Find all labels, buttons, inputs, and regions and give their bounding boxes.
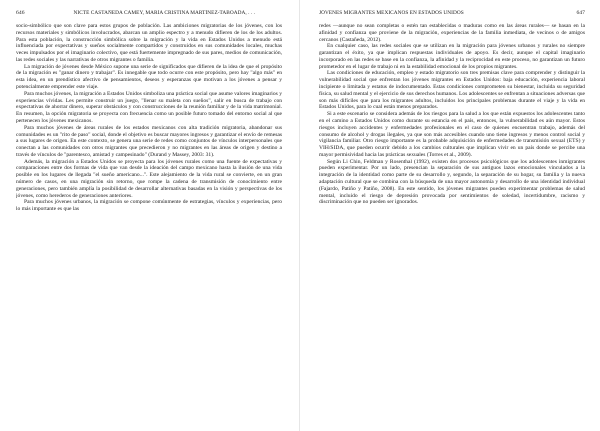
page-number: 647 (576, 10, 585, 16)
paragraph: Para muchos jóvenes de áreas rurales de los estados mexicanos con alta tradición migratoria, abandonar sus comunidades es un "rito de paso" social, donde el objetivo es buscar mayores ingresos y garantizar el envío de remesas a sus lugares de origen. En este contexto, se genera una serie de redes como conjuntos de vínculos interpersonales que conectan a las comunidades con otros migrantes que precedieron y no migrantes en las áreas de origen y destino a través de vínculos de "parentesco, amistad y campesinado" (Durand y Massey, 2003: 31). (16, 124, 282, 158)
right-page-header (319, 10, 585, 20)
paragraph: Además, la migración a Estados Unidos se proyecta para los jóvenes rurales como una fuente de expectativas y comparaciones entre dos formas de vida que van desde la ideación del campo mexicano hasta la ilusión de una vida posible en los lugares de llegada "el sueño americano...". Este alejamiento de la vida rural se convierte, en un gran número de casos, en una migración sin retorno, que rompe la cadena de transmisión de conocimiento entre generaciones, pero también amplía la posibilidad de desarrollar alternativas basadas en la visión y perspectivas de los jóvenes, como herederos de generaciones anteriores. (16, 158, 282, 199)
left-page-body (16, 23, 282, 213)
paragraph: socio-simbólico que son clave para estos grupos de población. Las ambiciones migratorias de los jóvenes, con los recursos materiales y simbólicos involucrados, abarcan un amplio espectro y a menudo difieren de los de los adultos. Para esta población, la construcción simbólica sobre la migración y la vida en Estados Unidos a menudo está influenciada por expectativas y sueños socialmente compartidos y construidos en sus comunidades locales, muchas veces impulsados por el imaginario colectivo, que está fuertemente impregnado de sus pares, medios de comunicación, las redes sociales y las narrativas de otros migrantes o familia. (16, 23, 282, 63)
paragraph: Las condiciones de educación, empleo y estado migratorio son tres premisas clave para comprender y distinguir la vulnerabilidad social que enfrentan los jóvenes migrantes en Estados Unidos: baja educación, experiencia laboral incipiente o limitada y estatus de indocumentado. Estas condiciones comprometen su bienestar, incluida su seguridad física, su salud mental y el ejercicio de sus derechos humanos. Los adolescentes se enfrentan a situaciones adversas que son más difíciles que para los migrantes adultos, incluidos los principales problemas durante el viaje y la vida en Estados Unidos, para lo cual están menos preparados. (319, 70, 585, 111)
paragraph: La migración de jóvenes desde México supone una serie de significados que difieren de la idea de que el propósito de la migración es "ganar dinero y trabajar". Es innegable que todo ocurre con este propósito, pero hay "algo más" en esta idea, en un prendístico afectivo de pensamientos, deseos y esperanzas que motivan a los jóvenes a pensar y potencialmente emprender este viaje. (16, 63, 282, 91)
left-page-header (16, 10, 282, 20)
paragraph: En cualquier caso, las redes sociales que se utilizan en la migración para jóvenes urbanos y rurales no siempre garantizan el éxito, ya que implican respuestas individuales de apoyo. Es decir, aunque el capital imaginario incorporado en las redes se base en la confianza, la afinidad y la reciprocidad en este proceso, no garantizan un futuro prometedor en el lugar de trabajo ni en la estabilidad emocional de los propios migrantes. (319, 43, 585, 70)
left-page (16, 10, 282, 425)
running-head: NICTÉ CASTAÑEDA CAMEY, MARÍA CRISTINA MARTÍNEZ-TABOADA, . . . (73, 10, 255, 16)
running-head: JÓVENES MIGRANTES MEXICANOS EN ESTADOS UNIDOS (319, 10, 464, 16)
paragraph: Para muchos jóvenes urbanos, la migración se compone comúnmente de estrategias, vínculos y experiencias, pero lo más importante es que las (16, 199, 282, 213)
page-gutter (299, 0, 300, 431)
paragraph: Si a este escenario se considera además de los riesgos para la salud a los que están expuestos los adolescentes tanto en el camino a Estados Unidos como durante su estancia en el país, entonces, la vulnerabilidad es aún mayor. Estos riesgos incluyen accidentes y enfermedades profesionales en el caso de quienes encuentran trabajo, además del consumo de alcohol y drogas ilegales, ya que son más accesibles cuando uno tiene ingresos y menos control social y vigilancia familiar. Otro riesgo importante es la probable adquisición de enfermedades de transmisión sexual (ETS) y VIH/SIDA, que pueden ocurrir debido a los cambios culturales que implican vivir en un país donde se percibe una mayor permisividad hacia las prácticas sexuales (Torres et al., 2009). (319, 111, 585, 158)
page-number: 646 (16, 10, 25, 16)
paragraph: redes —aunque no sean completas o estén tan establecidas o maduras como en las áreas rurales— se basan en la afinidad y confianza que proviene de la migración, experiencias de la familia inmediata, de vecinos o de amigos cercanos (Castañeda, 2012). (319, 23, 585, 43)
paragraph: Según Li Chin, Feldman y Rosenthal (1992), existen dos procesos psicológicos que los adolescentes inmigrantes pueden experimentar. Por un lado, presencian la separación de sus antiguos lazos emocionales vinculados a la integración de la identidad como parte de su desarrollo y, segundo, la separación de su hogar, su familia y la nueva adaptación cultural que se combina con la búsqueda de una mayor autonomía y desarrollo de una identidad individual (Fajardo, Patiño y Patiño, 2008). En este sentido, los jóvenes migrantes pueden experimentar problemas de salud mental, incluido el riesgo de depresión provocada por sentimientos de soledad, incertidumbre, racismo y discriminación que no pueden ser ignorados. (319, 158, 585, 206)
paragraph: Para muchos jóvenes, la migración a Estados Unidos simboliza una práctica social que asume valores imaginarios y experiencias vívidas. Les permite construir un juego, "llenar su maleta con sueños", salir en busca de trabajo con expectativas de ahorrar dinero, superar obstáculos y con construcciones de la reunión familiar y de la vida matrimonial. En resumen, la opción migratoria se proyecta con frecuencia como un posible futuro tomado del entorno social al que pertenecen los jóvenes mexicanos. (16, 90, 282, 124)
right-page-body (319, 23, 585, 206)
right-page (319, 10, 585, 425)
